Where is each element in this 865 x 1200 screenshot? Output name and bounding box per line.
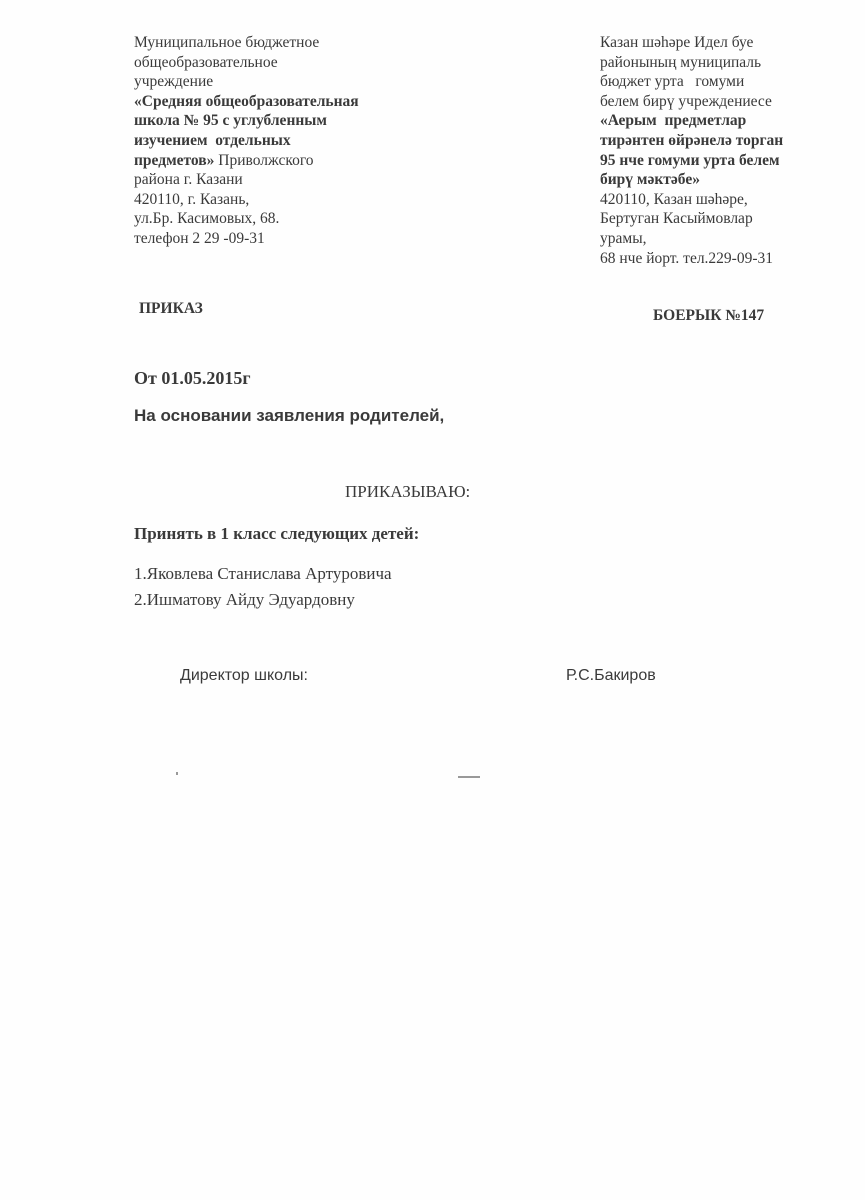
header-line: учреждение — [134, 73, 214, 91]
header-line: ул.Бр. Касимовых, 68. — [134, 210, 280, 228]
header-line: белем бирү учреждениесе — [600, 92, 772, 110]
scan-mark — [458, 776, 480, 778]
child-list-item: 2.Ишматову Айду Эдуардовну — [134, 590, 355, 609]
header-line: Казан шәһәре Идел буе — [600, 34, 754, 51]
header-line: изучением отдельных — [134, 131, 291, 149]
header-line: 420110, г. Казань, — [134, 190, 250, 208]
signature-name: Р.С.Бакиров — [566, 667, 656, 684]
header-right — [600, 33, 783, 268]
header-line: 95 нче гомуми урта белем — [600, 151, 780, 169]
header-line: 420110, Казан шәһәре, — [600, 190, 748, 208]
header-line-bold: предметов» — [134, 151, 215, 169]
header-line: общеобразовательное — [134, 53, 278, 71]
header-line: Бертуган Касыймовлар — [600, 210, 753, 228]
header-line: тирәнтен өйрәнелә торган — [600, 131, 784, 149]
order-title-tt: БОЕРЫК №147 — [653, 307, 765, 324]
order-date: От 01.05.2015г — [134, 368, 251, 388]
scan-mark — [176, 772, 178, 775]
header-line: телефон 2 29 -09-31 — [134, 229, 265, 247]
order-command: ПРИКАЗЫВАЮ: — [345, 482, 471, 501]
header-line: районының муниципаль — [600, 53, 762, 71]
admit-statement: Принять в 1 класс следующих детей: — [134, 524, 420, 543]
header-line: школа № 95 с углубленным — [134, 112, 327, 130]
header-line: бюджет урта гомуми — [600, 73, 745, 91]
header-left — [134, 33, 359, 249]
header-line-rest: Приволжского — [214, 151, 314, 169]
header-line: 68 нче йорт. тел.229-09-31 — [600, 249, 774, 267]
header-line: «Средняя общеобразовательная — [134, 92, 359, 110]
signature-position: Директор школы: — [180, 667, 308, 684]
header-line: Муниципальное бюджетное — [134, 34, 320, 51]
order-title-ru: ПРИКАЗ — [139, 300, 203, 317]
header-line: бирү мәктәбе» — [600, 171, 700, 189]
header-line: урамы, — [600, 229, 647, 247]
header-line: «Аерым предметлар — [600, 112, 747, 130]
order-basis: На основании заявления родителей, — [134, 406, 445, 425]
child-list-item: 1.Яковлева Станислава Артуровича — [134, 564, 392, 583]
header-line — [134, 151, 359, 171]
header-line: района г. Казани — [134, 171, 243, 189]
